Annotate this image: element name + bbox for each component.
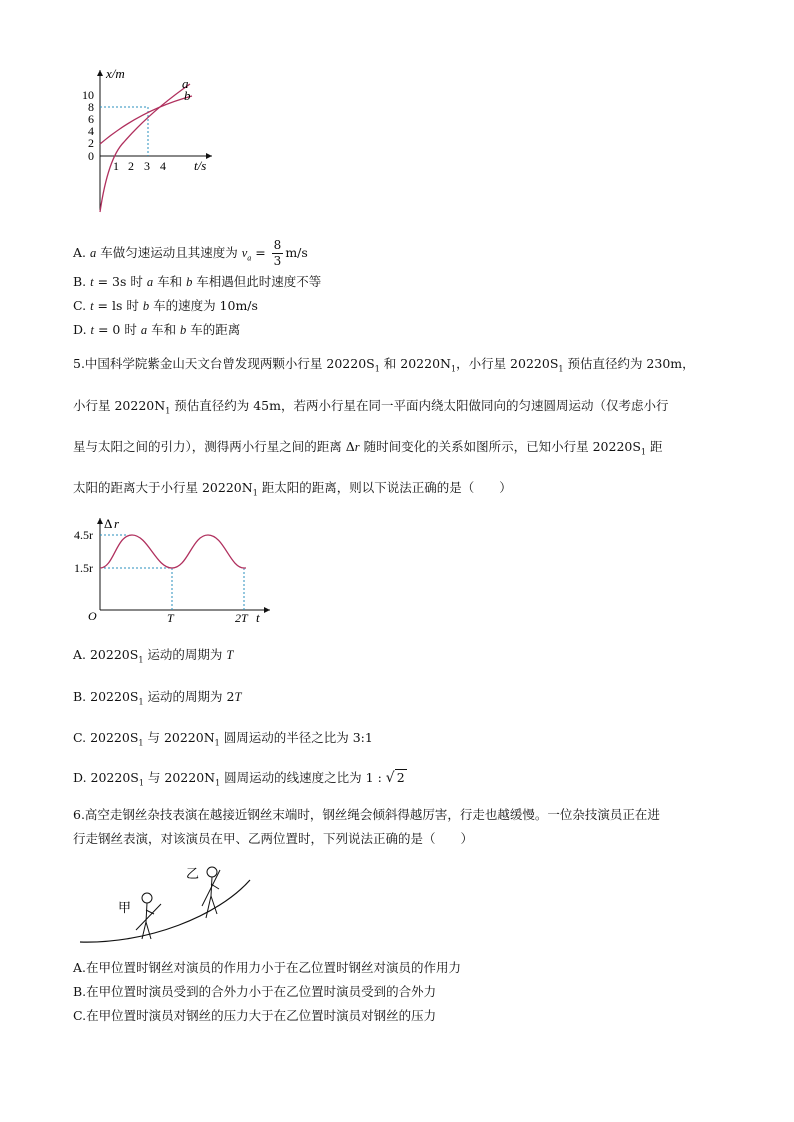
option-text: = 3s 时: [93, 274, 147, 289]
option-text: 与 20220N: [143, 730, 215, 745]
x-axis-label: t/s: [194, 158, 207, 173]
y-tick-high: 4.5r: [74, 528, 93, 542]
q5-stem-line-3: [73, 438, 663, 462]
stem-text: 和 20220N: [379, 356, 451, 371]
q6-option-a: A.在甲位置时钢丝对演员的作用力小于在乙位置时钢丝对演员的作用力: [73, 960, 462, 975]
x-tick-1: 1: [113, 159, 119, 173]
q6-option-b: B.在甲位置时演员受到的合外力小于在乙位置时演员受到的合外力: [73, 984, 437, 999]
stem-text: 预估直径约为 230m，: [563, 356, 695, 371]
var-t: t: [90, 299, 94, 313]
curve-b-label: b: [184, 88, 191, 103]
option-letter: C.: [73, 298, 91, 313]
subscript: 1: [640, 447, 647, 457]
q6-stem-line-2: 行走钢丝表演，对该演员在甲、乙两位置时，下列说法正确的是（ ）: [73, 831, 474, 846]
curve-a-label: a: [182, 76, 189, 91]
origin-label: O: [88, 609, 97, 623]
var-a: a: [146, 275, 154, 289]
var-v: v: [241, 246, 248, 260]
x-axis-label: t: [256, 610, 260, 625]
option-text: B. 20220S: [73, 689, 139, 704]
q6-option-c: C.在甲位置时演员对钢丝的压力大于在乙位置时演员对钢丝的压力: [73, 1008, 437, 1023]
option-letter: B.: [73, 274, 91, 289]
option-text: 圆周运动的线速度之比为 1 :: [220, 770, 386, 785]
option-letter: D.: [73, 322, 91, 337]
option-text: D. 20220S: [73, 770, 139, 785]
var-b: b: [186, 275, 193, 289]
q5-stem-line-1: [73, 355, 695, 379]
subscript: 1: [165, 406, 171, 416]
option-text: C. 20220S: [73, 730, 139, 745]
x-tick-3: 3: [144, 159, 150, 173]
var-T: T: [226, 648, 234, 662]
y-tick-low: 1.5r: [74, 561, 93, 575]
q5-option-a: [73, 646, 233, 670]
y-label-r: r: [114, 516, 120, 531]
stem-text: 预估直径约为 45m，若两小行星在同一平面内绕太阳做同向的匀速圆周运动（仅考虑小行: [170, 398, 669, 413]
x-tick-2T: 2T: [235, 611, 248, 625]
subscript: 1: [450, 364, 457, 374]
var-b: b: [142, 299, 150, 313]
subscript: 1: [252, 488, 258, 498]
var-t: t: [90, 323, 95, 337]
var-b: b: [180, 323, 187, 337]
subscript: 1: [138, 697, 144, 707]
wire-curve: [80, 880, 250, 942]
subscript: 1: [374, 364, 380, 374]
denominator: 3: [273, 254, 282, 268]
label-yi: 乙: [186, 866, 200, 881]
option-text: = ls 时: [93, 298, 143, 313]
option-text: 车和: [153, 274, 187, 289]
subscript: 1: [558, 364, 564, 374]
y-tick-4: 4: [88, 124, 94, 138]
delta-r-curve: [100, 535, 246, 568]
q4-option-c: [73, 297, 258, 315]
q5-option-c: [73, 729, 373, 753]
var-a: a: [140, 323, 148, 337]
stem-text: 太阳的距离大于小行星 20220N: [73, 480, 253, 495]
q5-option-d: [73, 769, 407, 793]
q5-option-b: [73, 688, 241, 712]
var-r: r: [354, 440, 360, 454]
option-text: = 0 时: [94, 322, 141, 337]
y-tick-8: 8: [88, 100, 94, 114]
var-sub: a: [247, 253, 252, 263]
subscript: 1: [138, 778, 144, 788]
y-label-delta: Δ: [104, 516, 113, 531]
q4-option-b: [73, 273, 321, 291]
option-text: 与 20220N: [143, 770, 216, 785]
y-axis-label: x/m: [106, 66, 125, 81]
q5-stem-line-2: [73, 397, 669, 421]
option-text: 车做匀速运动且其速度为: [96, 245, 242, 260]
fraction-8-3: [272, 238, 284, 269]
stem-text: 星与太阳之间的引力），测得两小行星之间的距离 Δ: [73, 439, 355, 454]
unit: m/s: [285, 245, 308, 260]
var-t: t: [90, 275, 94, 289]
radicand: 2: [396, 770, 405, 785]
option-text: A. 20220S: [73, 647, 139, 662]
tightrope-figure: [78, 856, 258, 948]
x-tick-4: 4: [160, 159, 166, 173]
option-text: 圆周运动的半径之比为 3:1: [219, 730, 373, 745]
y-tick-10: 10: [82, 88, 94, 102]
subscript: 1: [138, 655, 144, 665]
y-tick-6: 6: [88, 112, 94, 126]
x-tick-2: 2: [128, 159, 134, 173]
delta-r-graph: [70, 512, 280, 630]
label-jia: 甲: [118, 900, 132, 915]
subscript: 1: [214, 738, 220, 748]
y-tick-2: 2: [88, 136, 94, 150]
option-text: 运动的周期为 2: [143, 689, 235, 704]
q6-stem-line-1: 6.高空走钢丝杂技表演在越接近钢丝末端时，钢丝绳会倾斜得越厉害，行走也越缓慢。一位杂技演员正在进: [73, 807, 660, 822]
stem-text: 5.中国科学院紫金山天文台曾发现两颗小行星 20220S: [73, 356, 375, 371]
stem-text: 距: [646, 439, 663, 454]
option-text: 车和: [147, 322, 181, 337]
sqrt-symbol: √: [385, 770, 395, 786]
subscript: 1: [138, 738, 144, 748]
q4-option-a: [73, 236, 308, 276]
option-text: 车的距离: [186, 322, 241, 337]
option-text: 车相遇但此时速度不等: [192, 274, 322, 289]
origin-label: 0: [88, 149, 94, 163]
subscript: 1: [215, 778, 221, 788]
stem-text: 小行星 20220N: [73, 398, 166, 413]
stem-text: ，小行星 20220S: [456, 356, 559, 371]
var-a: a: [89, 246, 97, 260]
stem-text: 随时间变化的关系如图所示，已知小行星 20220S: [359, 439, 641, 454]
numerator: 8: [273, 238, 282, 252]
curve-a: [100, 84, 190, 212]
x-tick-T: T: [167, 611, 174, 625]
stem-text: 距太阳的距离，则以下说法正确的是（ ）: [257, 480, 512, 495]
equals: =: [251, 245, 270, 260]
option-text: 运动的周期为: [143, 647, 227, 662]
q5-stem-line-4: [73, 479, 512, 503]
option-letter: A.: [73, 245, 90, 260]
var-T: T: [234, 690, 242, 704]
option-text: 车的速度为 10m/s: [149, 298, 258, 313]
xt-graph: [80, 58, 230, 218]
q4-option-d: [73, 321, 240, 339]
